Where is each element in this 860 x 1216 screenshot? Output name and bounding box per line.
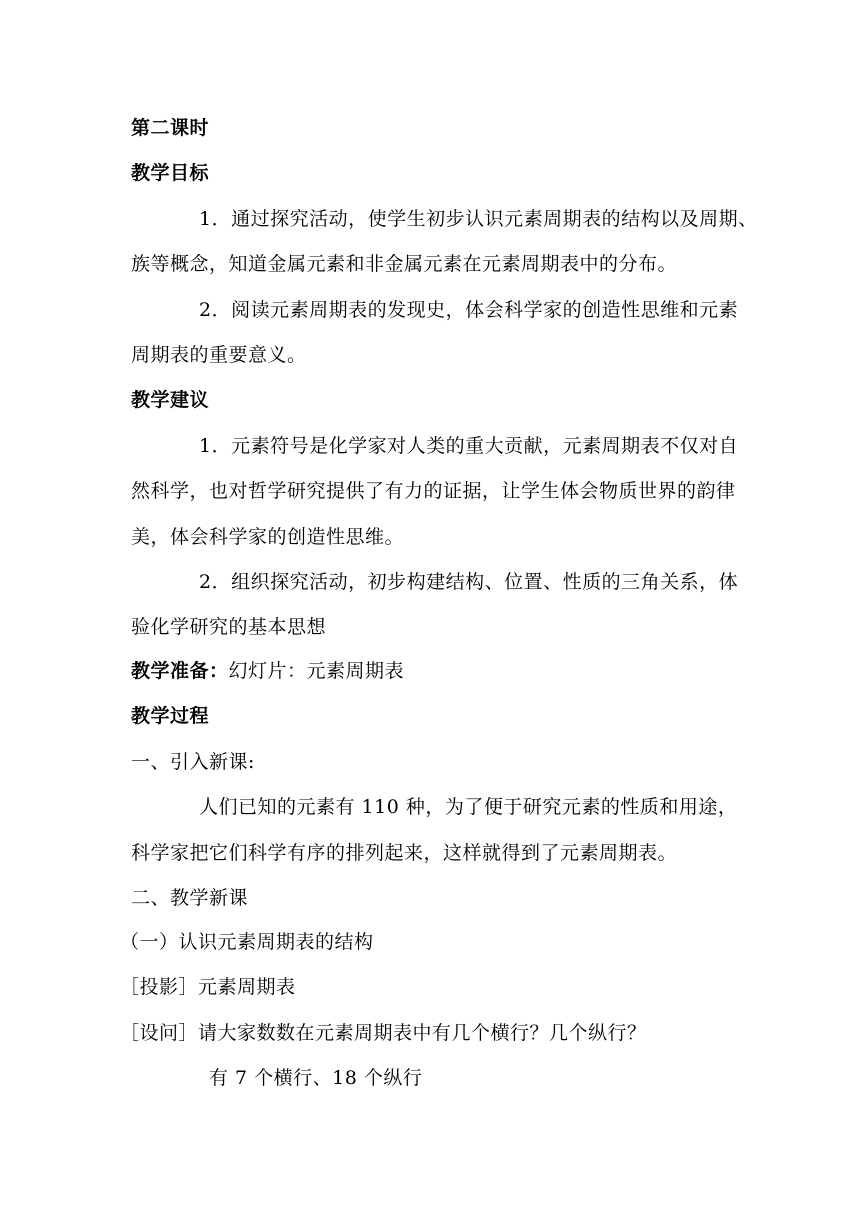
preparation-label: 教学准备：: [131, 660, 229, 682]
objective-1-line-2: 族等概念，知道金属元素和非金属元素在元素周期表中的分布。: [131, 253, 678, 275]
objective-2-line-2: 周期表的重要意义。: [131, 344, 307, 366]
suggestion-1-line-3: 美，体会科学家的创造性思维。: [131, 526, 405, 548]
suggestions-heading: 教学建议: [131, 389, 210, 411]
preparation-value: 幻灯片：元素周期表: [228, 660, 405, 682]
subsection-1-title: （一）认识元素周期表的结构: [120, 931, 374, 953]
suggestion-1-line-1: 1．元素符号是化学家对人类的重大贡献，元素周期表不仅对自: [199, 435, 739, 457]
question: ［设问］请大家数数在元素周期表中有几个横行？几个纵行？: [120, 1022, 647, 1044]
projection-note: ［投影］元素周期表: [120, 976, 296, 998]
answer: 有 7 个横行、18 个纵行: [209, 1067, 423, 1089]
section-1-title: 一、引入新课:: [131, 751, 255, 773]
process-heading: 教学过程: [131, 705, 210, 727]
section-1-line-1: 人们已知的元素有 110 种，为了便于研究元素的性质和用途，: [199, 796, 738, 818]
objective-1-line-1: 1．通过探究活动，使学生初步认识元素周期表的结构以及周期、: [199, 208, 758, 230]
suggestion-2-line-1: 2．组织探究活动，初步构建结构、位置、性质的三角关系，体: [199, 571, 739, 593]
objectives-heading: 教学目标: [131, 162, 210, 184]
preparation: [131, 659, 404, 683]
lesson-title: 第二课时: [131, 117, 210, 139]
section-2-title: 二、教学新课: [131, 887, 249, 909]
section-1-line-2: 科学家把它们科学有序的排列起来，这样就得到了元素周期表。: [131, 842, 678, 864]
objective-2-line-1: 2．阅读元素周期表的发现史，体会科学家的创造性思维和元素: [199, 299, 739, 321]
suggestion-2-line-2: 验化学研究的基本思想: [131, 616, 327, 638]
suggestion-1-line-2: 然科学，也对哲学研究提供了有力的证据，让学生体会物质世界的韵律: [131, 480, 736, 502]
